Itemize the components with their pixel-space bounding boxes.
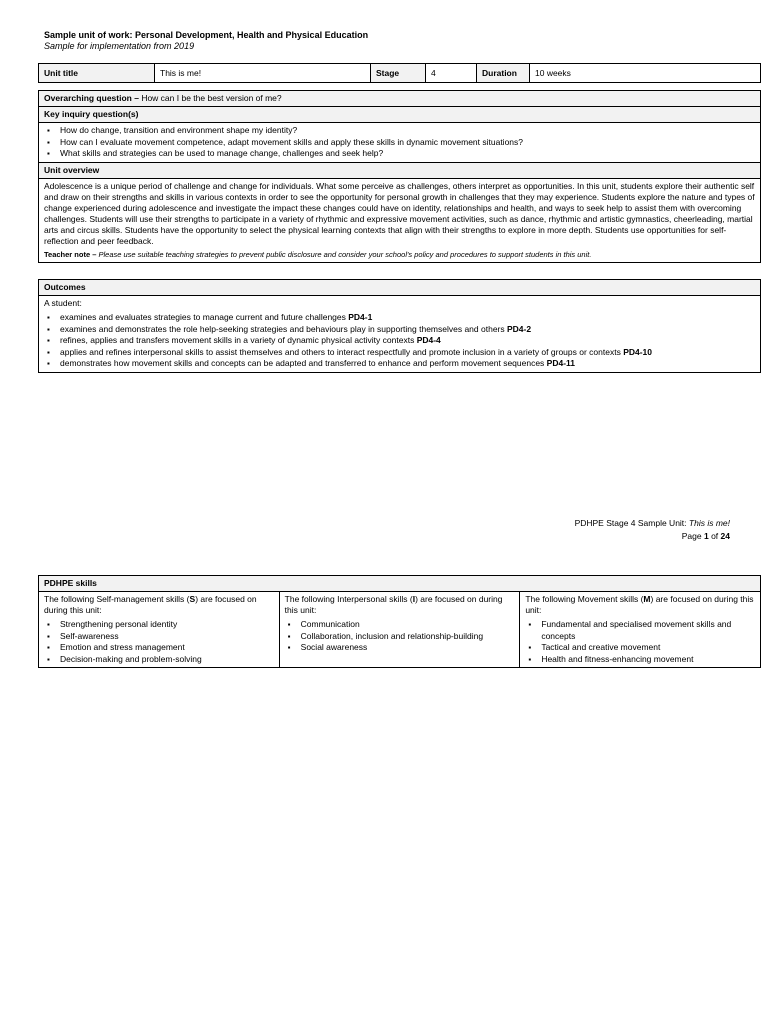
pdhpe-skills-table (38, 575, 761, 668)
overarching-question-text: How can I be the best version of me? (138, 93, 282, 103)
skills-intro-text: ) are focused on during this unit: (284, 594, 503, 615)
movement-skills-list (525, 619, 755, 665)
teacher-note-label: Teacher note – (44, 249, 97, 259)
outcomes-cell (39, 296, 761, 373)
stage-label: Stage (371, 64, 426, 83)
skills-intro-text: The following Movement skills ( (525, 594, 644, 604)
outcome-item (44, 358, 755, 370)
unit-info-table (38, 63, 761, 83)
skill-item: ▪ Social awareness (285, 642, 515, 654)
outcome-item (44, 324, 755, 336)
skills-intro (44, 594, 274, 616)
interpersonal-skills-cell (279, 592, 520, 668)
self-management-skills-list (44, 619, 274, 665)
unit-title-value: This is me! (155, 64, 371, 83)
teacher-note-text: Please use suitable teaching strategies to prevent public disclosure and consider your school's policy and procedures to support students in this unit. (96, 249, 592, 259)
skills-intro (525, 594, 755, 616)
outcomes-table (38, 279, 761, 373)
outcomes-heading: Outcomes (39, 280, 761, 296)
duration-label: Duration (477, 64, 530, 83)
skills-code: M (643, 594, 651, 604)
unit-title-label: Unit title (39, 64, 155, 83)
footer-unit-name (575, 518, 730, 528)
stage-value: 4 (426, 64, 477, 83)
movement-skills-cell (520, 592, 761, 668)
skills-heading: PDHPE skills (39, 576, 761, 592)
outcome-item (44, 335, 755, 347)
duration-value: 10 weeks (530, 64, 761, 83)
outcomes-list (44, 312, 755, 370)
inquiry-question-item: ▪ How do change, transition and environment shape my identity? (44, 125, 755, 137)
skills-intro-text: ) are focused on during this unit: (525, 594, 754, 615)
outcome-code: PD4-4 (416, 335, 441, 345)
outcome-code: PD4-2 (507, 323, 532, 334)
inquiry-questions-cell (39, 123, 761, 163)
skills-code: I (412, 594, 416, 604)
skill-item: ▪ Emotion and stress management (44, 642, 274, 654)
self-management-skills-cell (39, 592, 280, 668)
outcome-item (44, 347, 755, 359)
outcome-text: refines, applies and transfers movement skills in a variety of dynamic physical activity contexts (60, 335, 417, 345)
document-subtitle: Sample for implementation from 2019 (44, 41, 195, 51)
inquiry-question-item: ▪ What skills and strategies can be used to manage change, challenges and seek help? (44, 148, 755, 160)
skills-intro-text: The following Interpersonal skills ( (284, 594, 413, 604)
skill-item: ▪ Decision-making and problem-solving (44, 654, 274, 666)
unit-overview-table (38, 90, 761, 263)
outcome-item (44, 312, 755, 324)
inquiry-questions-heading: Key inquiry question(s) (39, 107, 761, 123)
page-mid: of (708, 531, 721, 541)
outcome-text: applies and refines interpersonal skills to assist themselves and others to interact respectfully and promote inclusion in a variety of groups or contexts (60, 346, 624, 357)
skills-intro-text: The following Self-management skills ( (44, 594, 190, 604)
outcome-text: demonstrates how movement skills and concepts can be adapted and transferred to enhance and perform movement sequences (60, 358, 547, 368)
skill-item: ▪ Strengthening personal identity (44, 619, 274, 631)
skills-intro (285, 594, 515, 616)
inquiry-question-item: ▪ How can I evaluate movement competence, adapt movement skills and apply these skills in dynamic movement situations? (44, 137, 755, 149)
page-current: 1 (703, 531, 709, 541)
skill-item: ▪ Self-awareness (44, 631, 274, 643)
page-prefix: Page (681, 531, 704, 541)
skill-item: ▪ Fundamental and specialised movement skills and concepts (525, 619, 755, 642)
footer-page-number (682, 531, 730, 541)
outcomes-intro: A student: (44, 298, 82, 308)
overarching-question-label: Overarching question – (44, 93, 139, 103)
overarching-question (39, 91, 761, 107)
skill-item: ▪ Collaboration, inclusion and relationship-building (285, 631, 515, 643)
skill-item: ▪ Communication (285, 619, 515, 631)
skills-intro-text: ) are focused on during this unit: (44, 594, 257, 615)
footer-unit-title: This is me! (688, 518, 730, 528)
skill-item: ▪ Health and fitness-enhancing movement (525, 654, 755, 666)
outcome-text: examines and demonstrates the role help-seeking strategies and behaviours play in supporting themselves and others (60, 323, 507, 334)
page-total: 24 (720, 531, 730, 541)
interpersonal-skills-list (285, 619, 515, 654)
outcome-code: PD4-10 (623, 346, 653, 357)
unit-overview-text: Adolescence is a unique period of challenge and change for individuals. What some perceive as challenges, others interpret as opportunities. In this unit, students explore their authentic self and draw on their strengths and skills in various contexts in order to see the opportunity for personal growth in challenges that they may experience. Students explore the nature and types of change experienced during adolescence and investigate the impact these changes could have on identity, relationships and health, and ways to seek help to assist them with overcoming challenges. Students will use their strengths to participate in a variety of rhythmic and expressive movement activities, such as dance, rhythmic and artistic gymnastics, cheerleading, martial arts and circus skills. Students have the opportunity to select the physical learning contexts that align with their strengths to explore in more depth. Students use opportunities for self-reflection and peer feedback. (44, 180, 755, 246)
inquiry-questions-list (44, 125, 755, 160)
unit-overview-cell (39, 178, 761, 262)
footer-unit-prefix: PDHPE Stage 4 Sample Unit: (574, 518, 689, 528)
document-title: Sample unit of work: Personal Development, Health and Physical Education (44, 30, 369, 40)
skill-item: ▪ Tactical and creative movement (525, 642, 755, 654)
unit-overview-heading: Unit overview (39, 162, 761, 178)
teacher-note (44, 249, 755, 260)
outcome-code: PD4-11 (546, 358, 576, 368)
outcome-code: PD4-1 (348, 312, 373, 322)
outcome-text: examines and evaluates strategies to manage current and future challenges (60, 312, 349, 322)
skills-code: S (189, 594, 196, 604)
